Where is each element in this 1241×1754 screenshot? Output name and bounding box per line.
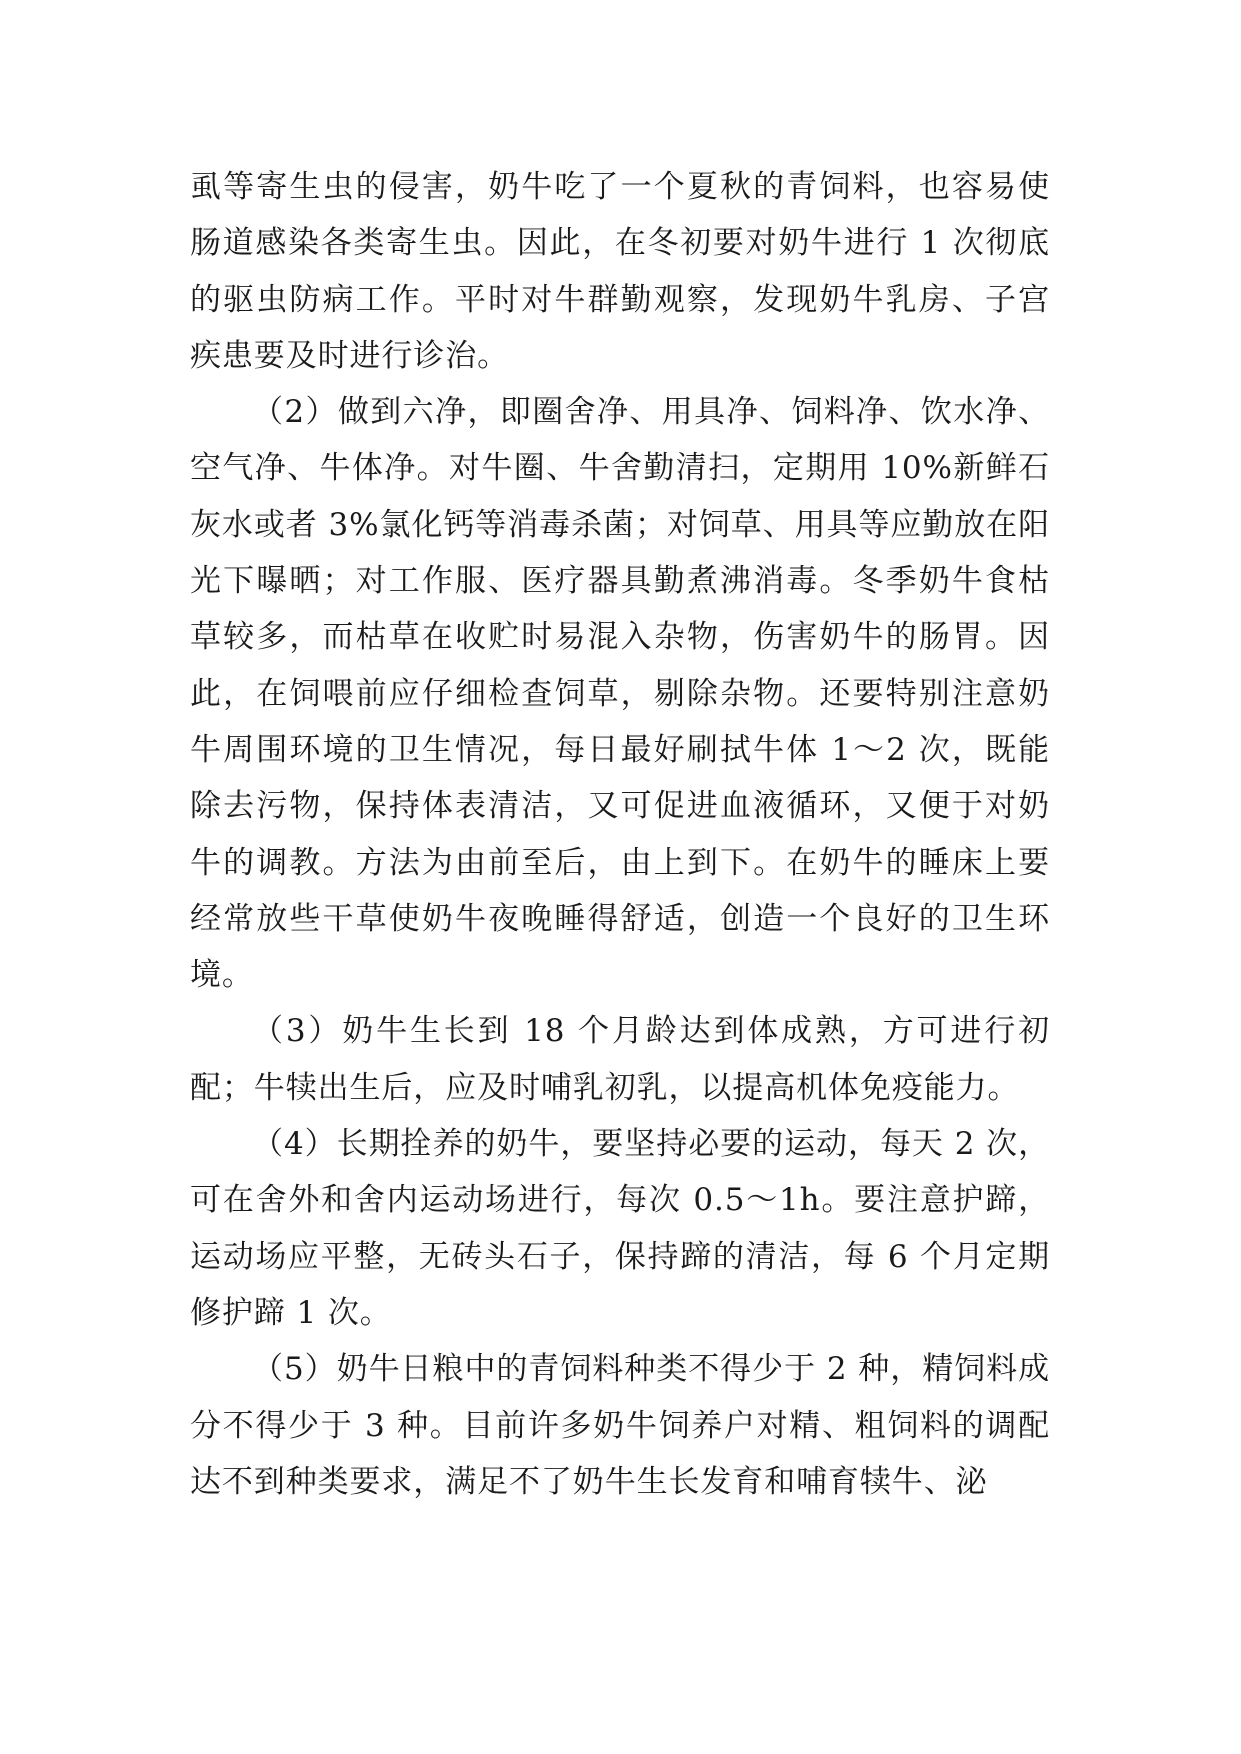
paragraph-item-3: （3）奶牛生长到 18 个月龄达到体成熟，方可进行初配；牛犊出生后，应及时哺乳初乳，以提高机体免疫能力。 <box>190 1013 1050 1106</box>
paragraph-continuation: 虱等寄生虫的侵害，奶牛吃了一个夏秋的青饲料，也容易使肠道感染各类寄生虫。因此，在冬初要对奶牛进行 1 次彻底的驱虫防病工作。平时对牛群勤观察，发现奶牛乳房、子宫疾患要及时进行诊治。 <box>190 169 1050 374</box>
paragraph-item-5: （5）奶牛日粮中的青饲料种类不得少于 2 种，精饲料成分不得少于 3 种。目前许多奶牛饲养户对精、粗饲料的调配达不到种类要求，满足不了奶牛生长发育和哺育犊牛、泌 <box>190 1351 1050 1500</box>
paragraph-item-4: （4）长期拴养的奶牛，要坚持必要的运动，每天 2 次，可在舍外和舍内运动场进行，每次 0.5～1h。要注意护蹄，运动场应平整，无砖头石子，保持蹄的清洁，每 6 个月定期修护蹄 1 次。 <box>190 1126 1050 1331</box>
paragraph-item-2: （2）做到六净，即圈舍净、用具净、饲料净、饮水净、空气净、牛体净。对牛圈、牛舍勤清扫，定期用 10%新鲜石灰水或者 3%氯化钙等消毒杀菌；对饲草、用具等应勤放在阳光下曝晒；对工作服、医疗器具勤煮沸消毒。冬季奶牛食枯草较多，而枯草在收贮时易混入杂物，伤害奶牛的肠胃。因此，在饲喂前应仔细检查饲草，剔除杂物。还要特别注意奶牛周围环境的卫生情况，每日最好刷拭牛体 1～2 次，既能除去污物，保持体表清洁，又可促进血液循环，又便于对奶牛的调教。方法为由前至后，由上到下。在奶牛的睡床上要经常放些干草使奶牛夜晚睡得舒适，创造一个良好的卫生环境。 <box>190 394 1050 994</box>
body-text <box>190 159 1050 1510</box>
